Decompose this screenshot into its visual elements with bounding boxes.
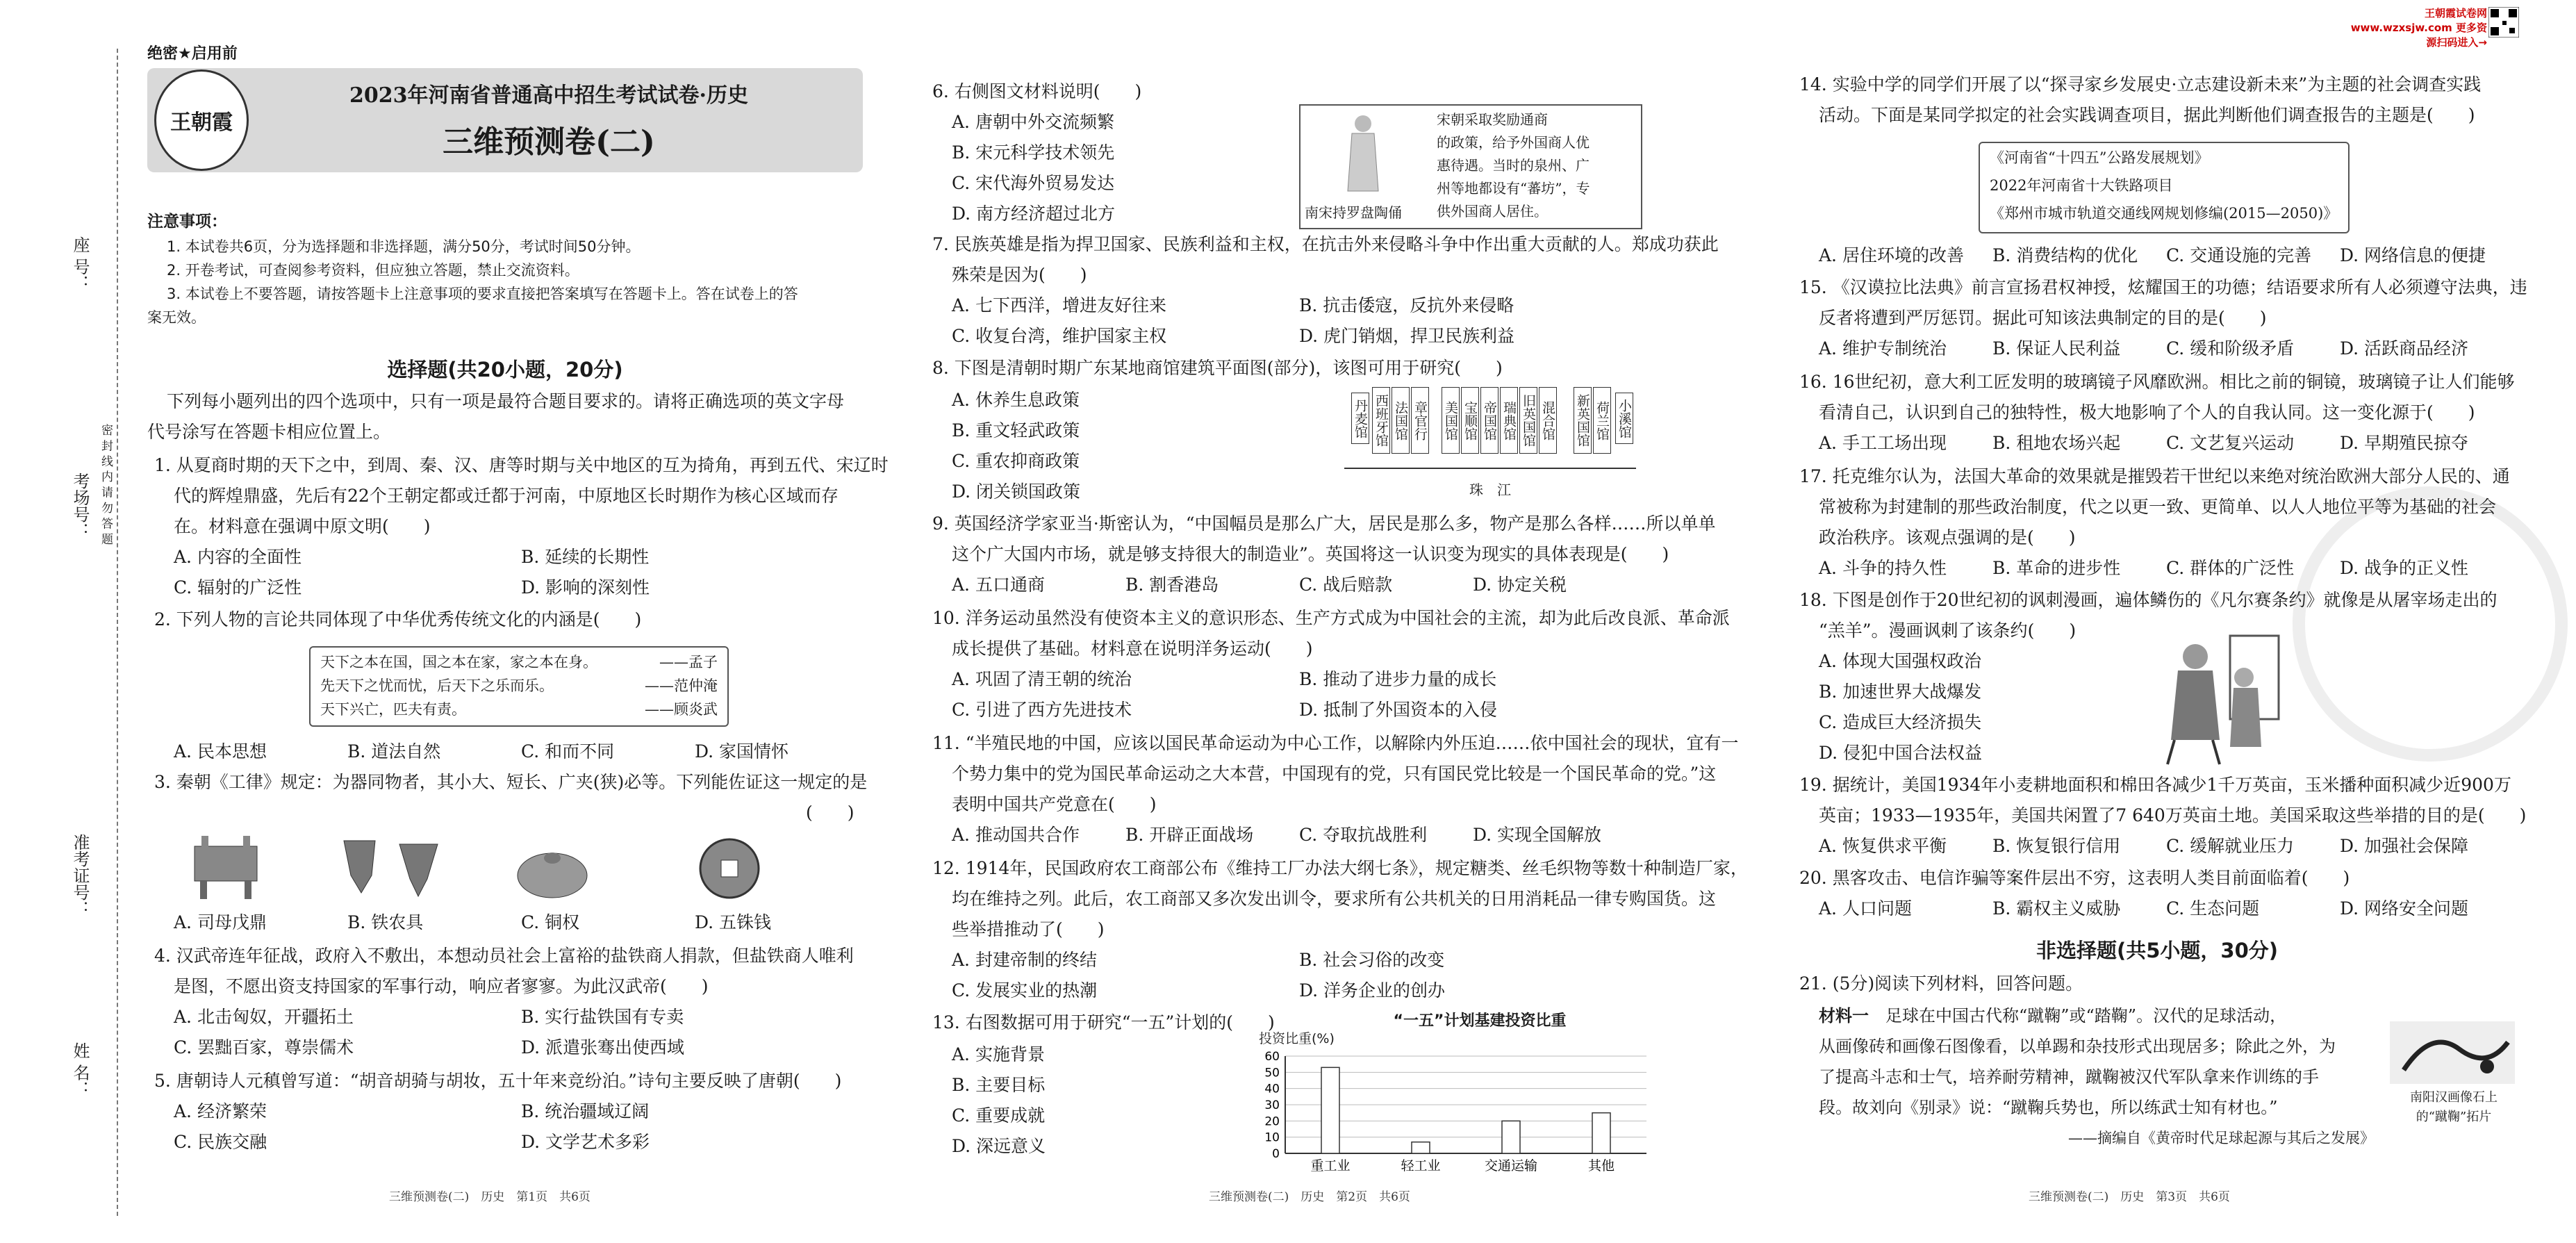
q6-option-c[interactable]: C. 宋代海外贸易发达: [952, 173, 1115, 193]
q2-option-a[interactable]: A. 民本思想: [174, 741, 267, 762]
seal-note: 密 封 线 内 请 勿 答 题: [99, 424, 113, 545]
q12-option-a[interactable]: A. 封建帝制的终结: [952, 950, 1097, 970]
q20-option-b[interactable]: B. 霸权主义威胁: [1992, 898, 2121, 919]
q2-source-3: ——顾炎武: [645, 701, 718, 718]
q15-option-a[interactable]: A. 维护专制统治: [1819, 338, 1947, 359]
x-category-label: 其他: [1587, 1158, 1615, 1174]
section1-title: 选择题(共20小题，20分): [387, 358, 623, 381]
material-line: 段。故刘向《别录》说：“蹴鞠兵势也，所以练武士知有材也。”: [1819, 1098, 2278, 1117]
q11-option-c[interactable]: C. 夺取抗战胜利: [1299, 825, 1428, 845]
q19-option-a[interactable]: A. 恢复供求平衡: [1819, 836, 1947, 856]
q11-option-b[interactable]: B. 开辟正面战场: [1125, 825, 1254, 845]
q9-option-c[interactable]: C. 战后赔款: [1299, 575, 1393, 595]
bar: [1412, 1142, 1430, 1153]
q1-stem-3: 在。材料意在强调中原文明( ): [174, 516, 431, 536]
q16-stem: 16. 16世纪初，意大利工匠发明的玻璃镜子风靡欧洲。相比之前的铜镜，玻璃镜子让人们能够: [1799, 372, 2515, 392]
q18-option-c[interactable]: C. 造成巨大经济损失: [1819, 712, 1982, 732]
q15-option-b[interactable]: B. 保证人民利益: [1992, 338, 2121, 359]
caption-line: 南阳汉画像石上: [2410, 1090, 2497, 1105]
q3-paren: ( ): [806, 802, 854, 823]
q12-stem-3: 些举措推动了( ): [952, 919, 1105, 939]
q13-stem: 13. 右图数据可用于研究“一五”计划的( ): [932, 1012, 1275, 1032]
watermark-text: 王朝霞试卷网 www.wzxsjw.com 更多资源扫码进入→: [2350, 7, 2487, 49]
x-category-label: 重工业: [1310, 1158, 1351, 1174]
notes-list: [147, 235, 861, 329]
material-line: [1819, 1001, 2375, 1031]
q7-stem-2: 殊荣是因为( ): [952, 265, 1087, 285]
q18-option-b[interactable]: B. 加速世界大战爆发: [1819, 682, 1982, 702]
q12-stem-2: 均在维持之列。此后，农工商部又多次发出训令，要求所有公共机关的日用消耗品一律专购国货。这: [952, 889, 1717, 909]
q14-stem: 14. 实验中学的同学们开展了以“探寻家乡发展史·立志建设新未来”为主题的社会调查实践: [1799, 74, 2482, 94]
note-item: 2. 开卷考试，可查阅参考资料，但应独立答题，禁止交流资料。: [167, 262, 579, 279]
q2-quote-box: [309, 646, 729, 727]
q14-option-a[interactable]: A. 居住环境的改善: [1819, 245, 1964, 265]
q11-stem: 11. “半殖民地的中国，应该以国民革命运动为中心工作，以解除内外压迫……依中国社会的现状，宜有一: [932, 733, 1739, 753]
ticket-number-label: 准考证号：: [70, 834, 90, 917]
q15-stem: 15. 《汉谟拉比法典》前言宣扬君权神授，炫耀国王的功德；结语要求所有人必须遵守法典，违: [1799, 277, 2527, 297]
cuju-rubbing-image: [2390, 1021, 2515, 1084]
note-item: 3. 本试卷上不要答题，请按答题卡上注意事项的要求直接把答案填写在答题卡上。答在试卷上的答: [167, 286, 798, 302]
q14-item-2: 2022年河南省十大铁路项目: [1990, 177, 2173, 194]
x-category-label: 交通运输: [1484, 1158, 1538, 1174]
building-label: 旧英国馆: [1519, 387, 1537, 454]
exam-subtitle: 三维预测卷(二): [443, 124, 655, 160]
q9-option-b[interactable]: B. 割香港岛: [1125, 575, 1219, 595]
q6-text-line: 的政策，给予外国商人优: [1437, 134, 1590, 151]
y-tick-label: 20: [1264, 1114, 1280, 1129]
q20-option-c[interactable]: C. 生态问题: [2166, 898, 2260, 919]
q17-option-a[interactable]: A. 斗争的持久性: [1819, 558, 1947, 578]
q11-option-a[interactable]: A. 推动国共合作: [952, 825, 1080, 845]
section1-intro-2: 代号涂写在答题卡相应位置上。: [147, 422, 391, 442]
q16-stem-2: 看清自己，认识到自己的独特性，极大地影响了个人的自我认同。这一变化源于( ): [1819, 402, 2475, 422]
river-bank: [1344, 468, 1636, 469]
q20-stem: 20. 黑客攻击、电信诈骗等案件层出不穷，这表明人类目前面临着( ): [1799, 868, 2350, 888]
q14-option-c[interactable]: C. 交通设施的完善: [2166, 245, 2312, 265]
q10-option-c[interactable]: C. 引进了西方先进技术: [952, 700, 1132, 720]
faint-seal-watermark: [2293, 486, 2568, 762]
q9-option-d[interactable]: D. 协定关税: [1473, 575, 1567, 595]
q19-option-c[interactable]: C. 缓解就业压力: [2166, 836, 2295, 856]
y-tick-label: 60: [1264, 1050, 1280, 1064]
ding-vessel-image: [188, 832, 264, 902]
q3-option-a[interactable]: A. 司母戊鼎: [174, 912, 267, 932]
y-tick-label: 40: [1264, 1082, 1280, 1096]
q8-floor-plan: [1337, 386, 1643, 504]
building-label: 宝顺馆: [1461, 387, 1479, 454]
q4-option-a[interactable]: A. 北击匈奴，开疆拓土: [174, 1007, 354, 1027]
q17-option-c[interactable]: C. 群体的广泛性: [2166, 558, 2295, 578]
exam-title: 2023年河南省普通高中招生考试试卷·历史: [349, 83, 748, 108]
q3-option-c[interactable]: C. 铜权: [521, 912, 580, 932]
q12-stem: 12. 1914年，民国政府农工商部公布《维持工厂办法大纲七条》，规定糖类、丝毛织物等数十种制造厂家，: [932, 858, 1748, 878]
y-tick-label: 50: [1264, 1066, 1280, 1080]
q2-quote-1: 天下之本在国，国之本在家，家之本在身。: [320, 654, 597, 670]
secret-label: 绝密★启用前: [147, 45, 238, 63]
q14-item-1: 《河南省“十四五”公路发展规划》: [1990, 149, 2209, 166]
q18-stem-2: “羔羊”。漫画讽刺了该条约( ): [1819, 620, 2077, 641]
building-label: 新英国馆: [1574, 387, 1592, 454]
q15-option-c[interactable]: C. 缓和阶级矛盾: [2166, 338, 2295, 359]
q7-stem: 7. 民族英雄是指为捍卫国家、民族利益和主权，在抗击外来侵略斗争中作出重大贡献的人。郑成功获此: [932, 234, 1719, 254]
q2-source-2: ——范仲淹: [645, 677, 718, 694]
q2-quote-2: 先天下之忧而忧，后天下之乐而乐。: [320, 677, 554, 694]
q13-option-d[interactable]: D. 深远意义: [952, 1136, 1046, 1156]
caption-line: 的“蹴鞠”拓片: [2416, 1110, 2492, 1124]
q1-option-a[interactable]: A. 内容的全面性: [174, 547, 302, 567]
q2-stem: 2. 下列人物的言论共同体现了中华优秀传统文化的内涵是( ): [154, 609, 642, 629]
building-label: 混合馆: [1539, 387, 1557, 454]
qr-code-icon[interactable]: [2488, 7, 2519, 38]
q6-text-line: 供外国商人居住。: [1437, 203, 1548, 220]
section1-intro: 下列每小题列出的四个选项中，只有一项是最符合题目要求的。请将正确选项的英文字母: [167, 391, 845, 411]
q2-option-d[interactable]: D. 家国情怀: [695, 741, 789, 762]
note-item: 案无效。: [147, 309, 206, 326]
building-label: 美国馆: [1442, 387, 1460, 454]
q4-option-d[interactable]: D. 派遣张骞出使西域: [521, 1037, 685, 1057]
notes-title: 注意事项：: [147, 213, 227, 231]
q19-option-b[interactable]: B. 恢复银行信用: [1992, 836, 2121, 856]
q1-option-c[interactable]: C. 辐射的广泛性: [174, 577, 302, 598]
q5-option-a[interactable]: A. 经济繁荣: [174, 1101, 267, 1121]
q17-stem: 17. 托克维尔认为，法国大革命的效果就是摧毁若干世纪以来绝对统治欧洲大部分人民的、通: [1799, 466, 2510, 486]
q21-stem: 21. (5分)阅读下列材料，回答问题。: [1799, 973, 2083, 994]
q8-option-c[interactable]: C. 重农抑商政策: [952, 451, 1080, 471]
q4-option-c[interactable]: C. 罢黜百家，尊崇儒术: [174, 1037, 354, 1057]
q11-stem-2: 个势力集中的党为国民革命运动之大本营，中国现有的党，只有国民党比较是一个国民革命的党。”这: [952, 764, 1717, 784]
q6-option-d[interactable]: D. 南方经济超过北方: [952, 204, 1116, 224]
q5-option-b[interactable]: B. 统治疆域辽阔: [521, 1101, 650, 1121]
page2-footer: 三维预测卷(二) 历史 第2页 共6页: [1209, 1190, 1410, 1204]
material-line: 了提高斗志和士气，培养耐劳精神，蹴鞠被汉代军队拿来作训练的手: [1819, 1067, 2319, 1087]
q6-image-caption: 南宋持罗盘陶俑: [1305, 204, 1402, 221]
building-label: 西班牙馆: [1372, 387, 1390, 454]
q12-option-c[interactable]: C. 发展实业的热潮: [952, 980, 1098, 1001]
bronze-weight-image: [514, 837, 591, 900]
q8-option-d[interactable]: D. 闭关锁国政策: [952, 481, 1081, 502]
q10-option-d[interactable]: D. 抵制了外国资本的入侵: [1299, 700, 1498, 720]
q4-stem: 4. 汉武帝连年征战，政府入不敷出，本想动员社会上富裕的盐铁商人捐款，但盐铁商人唯利: [154, 946, 854, 966]
q20-option-d[interactable]: D. 网络安全问题: [2340, 898, 2469, 919]
q15-stem-2: 反者将遭到严厉惩罚。据此可知该法典制定的目的是( ): [1819, 308, 2267, 328]
y-tick-label: 0: [1272, 1147, 1280, 1161]
q9-stem: 9. 英国经济学家亚当·斯密认为，“中国幅员是那么广大，居民是那么多，物产是那么各样……所以单单: [932, 513, 1716, 534]
q7-option-b[interactable]: B. 抗击倭寇，反抗外来侵略: [1299, 295, 1514, 315]
material-line: 从画像砖和画像石图像看，以单踢和杂技形式出现居多；除此之外，为: [1819, 1037, 2336, 1056]
q16-option-d[interactable]: D. 早期殖民掠夺: [2340, 433, 2469, 453]
q6-text-line: 惠待遇。当时的泉州、广: [1437, 157, 1590, 174]
q2-quote-3: 天下兴亡，匹夫有责。: [320, 701, 466, 718]
material-text: 足球在中国古代称“蹴鞠”或“踏鞠”。汉代的足球活动，: [1885, 1006, 2287, 1026]
q1-stem: 1. 从夏商时期的天下之中，到周、秦、汉、唐等时期与关中地区的互为掎角，再到五代、宋辽时: [154, 455, 889, 475]
river-label: 珠 江: [1469, 481, 1511, 498]
q5-option-d[interactable]: D. 文学艺术多彩: [521, 1132, 650, 1152]
building-label: 章官行: [1411, 387, 1429, 454]
q1-stem-2: 代的辉煌鼎盛，先后有22个王朝定都或迁都于河南，中原地区长时期作为核心区域而存: [174, 486, 839, 506]
q3-stem: 3. 秦朝《工律》规定：为器同物者，其小大、短长、广夹(狭)必等。下列能佐证这一规定的是: [154, 772, 868, 792]
q19-stem-2: 英亩；1933—1935年，美国共闲置了7 640万英亩土地。美国采取这些举措的目的是( ): [1819, 805, 2527, 825]
q10-option-a[interactable]: A. 巩固了清王朝的统治: [952, 669, 1132, 689]
q14-item-3: 《郑州市城市轨道交通线网规划修编(2015—2050)》: [1990, 205, 2338, 222]
material-source: ——摘编自《黄帝时代足球起源与其后之发展》: [2068, 1130, 2375, 1146]
q13-option-c[interactable]: C. 重要成就: [952, 1105, 1046, 1126]
pottery-figurine-image: [1342, 111, 1384, 195]
material-label: 材料一: [1819, 1005, 1869, 1026]
q17-stem-3: 政治秩序。该观点强调的是( ): [1819, 527, 2076, 548]
q6-stem: 6. 右侧图文材料说明( ): [932, 81, 1142, 101]
q15-option-d[interactable]: D. 活跃商品经济: [2340, 338, 2469, 359]
q9-option-a[interactable]: A. 五口通商: [952, 575, 1045, 595]
q19-option-d[interactable]: D. 加强社会保障: [2340, 836, 2469, 856]
q6-option-a[interactable]: A. 唐朝中外交流频繁: [952, 112, 1114, 132]
q14-option-d[interactable]: D. 网络信息的便捷: [2340, 245, 2486, 265]
q8-stem: 8. 下图是清朝时期广东某地商馆建筑平面图(部分)，该图可用于研究( ): [932, 358, 1503, 378]
chart-y-axis-label: 投资比重(%): [1259, 1031, 1335, 1046]
q12-option-d[interactable]: D. 洋务企业的创办: [1299, 980, 1446, 1001]
q8-option-b[interactable]: B. 重文轻武政策: [952, 420, 1080, 441]
q7-option-a[interactable]: A. 七下西洋，增进友好往来: [952, 295, 1166, 315]
q18-option-d[interactable]: D. 侵犯中国合法权益: [1819, 743, 1983, 763]
investment-bar-chart: [1250, 1042, 1667, 1174]
binding-dashed-line: [117, 49, 118, 1216]
q18-stem: 18. 下图是创作于20世纪初的讽刺漫画，遍体鳞伤的《凡尔赛条约》就像是从屠宰场走出的: [1799, 590, 2497, 610]
q6-text-line: 宋朝采取奖励通商: [1437, 111, 1548, 128]
q2-option-b[interactable]: B. 道法自然: [347, 741, 441, 762]
wuzhu-coin-image: [695, 834, 764, 903]
q10-option-b[interactable]: B. 推动了进步力量的成长: [1299, 669, 1497, 689]
q17-option-b[interactable]: B. 革命的进步性: [1992, 558, 2121, 578]
name-label: 姓 名：: [70, 1042, 90, 1098]
versailles-cartoon-image: [2147, 629, 2286, 768]
q7-option-c[interactable]: C. 收复台湾，维护国家主权: [952, 326, 1167, 346]
q2-option-c[interactable]: C. 和而不同: [521, 741, 615, 762]
y-tick-label: 30: [1264, 1098, 1280, 1112]
site-watermark: [2348, 6, 2487, 49]
q14-option-b[interactable]: B. 消费结构的优化: [1992, 245, 2138, 265]
q17-stem-2: 常被称为封建制的那些政治制度，代之以更一致、更简单、以人人地位平等为基础的社会: [1819, 497, 2497, 517]
seat-label: 座 号：: [70, 236, 90, 292]
q7-option-d[interactable]: D. 虎门销烟，捍卫民族利益: [1299, 326, 1515, 346]
cuju-image-caption: [2384, 1088, 2523, 1127]
q19-stem: 19. 据统计，美国1934年小麦耕地面积和棉田各减少1千万英亩，玉米播种面积减少近900万: [1799, 775, 2511, 795]
page3-footer: 三维预测卷(二) 历史 第3页 共6页: [2029, 1190, 2230, 1204]
exam-room-label: 考场号：: [70, 472, 90, 539]
q6-material-box: [1299, 104, 1642, 229]
q2-source-1: ——孟子: [659, 654, 718, 670]
q5-stem: 5. 唐朝诗人元稹曾写道：“胡音胡骑与胡妆，五十年来竞纷泊。”诗句主要反映了唐朝( ): [154, 1071, 842, 1091]
q13-option-a[interactable]: A. 实施背景: [952, 1044, 1045, 1064]
x-category-label: 轻工业: [1401, 1158, 1441, 1174]
q8-option-a[interactable]: A. 休养生息政策: [952, 390, 1080, 410]
building-label: 荷兰馆: [1593, 387, 1611, 454]
q3-option-b[interactable]: B. 铁农具: [347, 912, 424, 932]
note-item: 1. 本试卷共6页，分为选择题和非选择题，满分50分，考试时间50分钟。: [167, 238, 641, 255]
iron-tools-image: [340, 837, 445, 900]
q17-option-d[interactable]: D. 战争的正义性: [2340, 558, 2469, 578]
page1-footer: 三维预测卷(二) 历史 第1页 共6页: [389, 1190, 591, 1204]
building-label: 小溪馆: [1615, 393, 1633, 444]
q11-option-d[interactable]: D. 实现全国解放: [1473, 825, 1602, 845]
q11-stem-3: 表明中国共产党意在( ): [952, 794, 1157, 814]
chart-title: “一五”计划基建投资比重: [1393, 1012, 1567, 1030]
building-label: 法国馆: [1392, 387, 1410, 454]
q18-option-a[interactable]: A. 体现大国强权政治: [1819, 651, 1981, 671]
building-label: 丹麦馆: [1351, 393, 1369, 444]
q13-option-b[interactable]: B. 主要目标: [952, 1075, 1046, 1095]
y-tick-label: 10: [1264, 1130, 1280, 1145]
bar: [1502, 1121, 1520, 1153]
q1-option-d[interactable]: D. 影响的深刻性: [521, 577, 650, 598]
building-label: 帝国馆: [1480, 387, 1498, 454]
q14-project-box: [1979, 142, 2350, 233]
q10-stem: 10. 洋务运动虽然没有使资本主义的意识形态、生产方式成为中国社会的主流，却为此后改良派、革命派: [932, 608, 1730, 628]
q6-text-line: 州等地都设有“蕃坊”，专: [1437, 180, 1590, 197]
q5-option-c[interactable]: C. 民族交融: [174, 1132, 267, 1152]
q10-stem-2: 成长提供了基础。材料意在说明洋务运动( ): [952, 639, 1313, 659]
bar: [1592, 1113, 1610, 1153]
q9-stem-2: 这个广大国内市场，就是够支持很大的制造业”。英国将这一认识变为现实的具体表现是( ): [952, 544, 1669, 564]
q12-option-b[interactable]: B. 社会习俗的改变: [1299, 950, 1445, 970]
q21-material-1: [1819, 1001, 2375, 1153]
building-label: 瑞典馆: [1500, 387, 1518, 454]
q6-option-b[interactable]: B. 宋元科学技术领先: [952, 142, 1115, 163]
q3-option-d[interactable]: D. 五铢钱: [695, 912, 772, 932]
brand-logo: 王朝霞: [154, 69, 249, 171]
q16-option-c[interactable]: C. 文艺复兴运动: [2166, 433, 2295, 453]
q6-material-text: [1437, 108, 1638, 223]
q14-stem-2: 活动。下面是某同学拟定的社会实践调查项目，据此判断他们调查报告的主题是( ): [1819, 105, 2475, 125]
bar: [1321, 1067, 1339, 1153]
q16-option-a[interactable]: A. 手工工场出现: [1819, 433, 1947, 453]
q4-stem-2: 是图，不愿出资支持国家的军事行动，响应者寥寥。为此汉武帝( ): [174, 976, 709, 996]
q1-option-b[interactable]: B. 延续的长期性: [521, 547, 650, 567]
q20-option-a[interactable]: A. 人口问题: [1819, 898, 1912, 919]
section2-title: 非选择题(共5小题，30分): [2036, 939, 2279, 962]
q16-option-b[interactable]: B. 租地农场兴起: [1992, 433, 2121, 453]
q4-option-b[interactable]: B. 实行盐铁国有专卖: [521, 1007, 684, 1027]
